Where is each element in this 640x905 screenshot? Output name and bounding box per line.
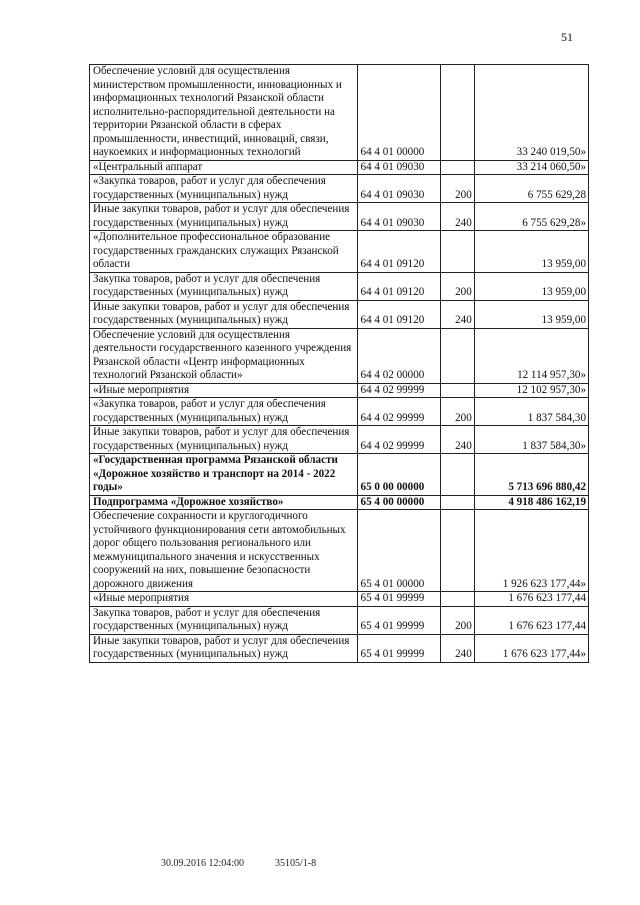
- table-row: [90, 65, 589, 161]
- row-name-cell: Иные закупки товаров, работ и услуг для обеспечения государственных (муниципальных) нужд: [90, 426, 358, 454]
- row-code-cell: 64 4 01 09030: [357, 160, 440, 175]
- row-name-cell: Обеспечение условий для осуществления деятельности государственного казенного учреждения Рязанской области «Центр информационных технологий Рязанской области»: [90, 328, 358, 383]
- budget-table: [89, 64, 589, 663]
- row-code-cell: 65 4 01 99999: [357, 592, 440, 607]
- table-row: [90, 272, 589, 300]
- row-expense-type-cell: [440, 495, 474, 510]
- row-amount-cell: 1 837 584,30: [474, 398, 588, 426]
- row-code-cell: 65 4 01 00000: [357, 510, 440, 592]
- row-code-cell: 64 4 01 09030: [357, 175, 440, 203]
- table-row: [90, 300, 589, 328]
- row-code-cell: 64 4 02 00000: [357, 328, 440, 383]
- table-row: [90, 231, 589, 273]
- table-row: [90, 606, 589, 634]
- table-row: [90, 175, 589, 203]
- row-expense-type-cell: 240: [440, 300, 474, 328]
- row-amount-cell: 33 240 019,50»: [474, 65, 588, 161]
- row-name-cell: Иные закупки товаров, работ и услуг для обеспечения государственных (муниципальных) нужд: [90, 203, 358, 231]
- row-amount-cell: 1 676 623 177,44: [474, 592, 588, 607]
- row-code-cell: 64 4 01 09120: [357, 300, 440, 328]
- row-name-cell: «Закупка товаров, работ и услуг для обеспечения государственных (муниципальных) нужд: [90, 398, 358, 426]
- row-amount-cell: 1 676 623 177,44: [474, 606, 588, 634]
- row-amount-cell: 1 926 623 177,44»: [474, 510, 588, 592]
- row-code-cell: 64 4 02 99999: [357, 383, 440, 398]
- row-amount-cell: 6 755 629,28»: [474, 203, 588, 231]
- row-expense-type-cell: 240: [440, 634, 474, 662]
- row-expense-type-cell: 200: [440, 175, 474, 203]
- row-amount-cell: 1 837 584,30»: [474, 426, 588, 454]
- table-row: [90, 160, 589, 175]
- row-name-cell: «Дополнительное профессиональное образование государственных гражданских служащих Рязанской области: [90, 231, 358, 273]
- row-expense-type-cell: 200: [440, 606, 474, 634]
- row-name-cell: Обеспечение сохранности и круглогодичного устойчивого функционирования сети автомобильных дорог общего пользования регионального или межмуниципального значения и искусственных сооружений на них, повышение безопасности дорожного движения: [90, 510, 358, 592]
- row-expense-type-cell: [440, 383, 474, 398]
- row-name-cell: «Государственная программа Рязанской области «Дорожное хозяйство и транспорт на 2014 - 2022 годы»: [90, 454, 358, 496]
- row-expense-type-cell: [440, 328, 474, 383]
- table-row: [90, 398, 589, 426]
- row-amount-cell: 13 959,00: [474, 300, 588, 328]
- page-number: 51: [561, 30, 573, 44]
- row-amount-cell: 12 102 957,30»: [474, 383, 588, 398]
- table-row: [90, 634, 589, 662]
- row-amount-cell: 13 959,00: [474, 272, 588, 300]
- row-code-cell: 65 4 01 99999: [357, 634, 440, 662]
- row-name-cell: «Центральный аппарат: [90, 160, 358, 175]
- table-row: [90, 328, 589, 383]
- row-expense-type-cell: [440, 231, 474, 273]
- table-row: [90, 495, 589, 510]
- row-name-cell: Закупка товаров, работ и услуг для обеспечения государственных (муниципальных) нужд: [90, 272, 358, 300]
- row-code-cell: 64 4 01 09120: [357, 272, 440, 300]
- row-name-cell: Закупка товаров, работ и услуг для обеспечения государственных (муниципальных) нужд: [90, 606, 358, 634]
- row-code-cell: 65 4 01 99999: [357, 606, 440, 634]
- row-amount-cell: 13 959,00: [474, 231, 588, 273]
- row-expense-type-cell: 240: [440, 203, 474, 231]
- row-code-cell: 64 4 02 99999: [357, 398, 440, 426]
- row-expense-type-cell: 200: [440, 272, 474, 300]
- row-amount-cell: 1 676 623 177,44»: [474, 634, 588, 662]
- row-code-cell: 64 4 01 09120: [357, 231, 440, 273]
- footer-timestamp: 30.09.2016 12:04:00: [161, 858, 245, 869]
- row-amount-cell: 12 114 957,30»: [474, 328, 588, 383]
- footer-doc-id: 35105/1-8: [275, 858, 317, 869]
- row-code-cell: 65 0 00 00000: [357, 454, 440, 496]
- row-name-cell: Иные закупки товаров, работ и услуг для обеспечения государственных (муниципальных) нужд: [90, 300, 358, 328]
- table-row: [90, 383, 589, 398]
- row-code-cell: 64 4 02 99999: [357, 426, 440, 454]
- row-code-cell: 64 4 01 00000: [357, 65, 440, 161]
- row-name-cell: Обеспечение условий для осуществления министерством промышленности, инновационных и информационных технологий Рязанской области исполнительно-распорядительной деятельности на территории Рязанской области в сферах промышленности, инвестиций, инноваций, связи, наукоемких и информационных технологий: [90, 65, 358, 161]
- row-expense-type-cell: [440, 510, 474, 592]
- row-name-cell: «Иные мероприятия: [90, 592, 358, 607]
- row-amount-cell: 5 713 696 880,42: [474, 454, 588, 496]
- row-expense-type-cell: 240: [440, 426, 474, 454]
- row-amount-cell: 4 918 486 162,19: [474, 495, 588, 510]
- budget-table-body: [90, 65, 589, 663]
- row-name-cell: Иные закупки товаров, работ и услуг для обеспечения государственных (муниципальных) нужд: [90, 634, 358, 662]
- row-amount-cell: 33 214 060,50»: [474, 160, 588, 175]
- row-code-cell: 65 4 00 00000: [357, 495, 440, 510]
- row-name-cell: Подпрограмма «Дорожное хозяйство»: [90, 495, 358, 510]
- table-row: [90, 426, 589, 454]
- table-row: [90, 203, 589, 231]
- row-expense-type-cell: [440, 592, 474, 607]
- row-name-cell: «Закупка товаров, работ и услуг для обеспечения государственных (муниципальных) нужд: [90, 175, 358, 203]
- table-row: [90, 592, 589, 607]
- table-row: [90, 454, 589, 496]
- row-amount-cell: 6 755 629,28: [474, 175, 588, 203]
- row-expense-type-cell: 200: [440, 398, 474, 426]
- row-expense-type-cell: [440, 454, 474, 496]
- table-row: [90, 510, 589, 592]
- row-expense-type-cell: [440, 65, 474, 161]
- row-name-cell: «Иные мероприятия: [90, 383, 358, 398]
- row-expense-type-cell: [440, 160, 474, 175]
- row-code-cell: 64 4 01 09030: [357, 203, 440, 231]
